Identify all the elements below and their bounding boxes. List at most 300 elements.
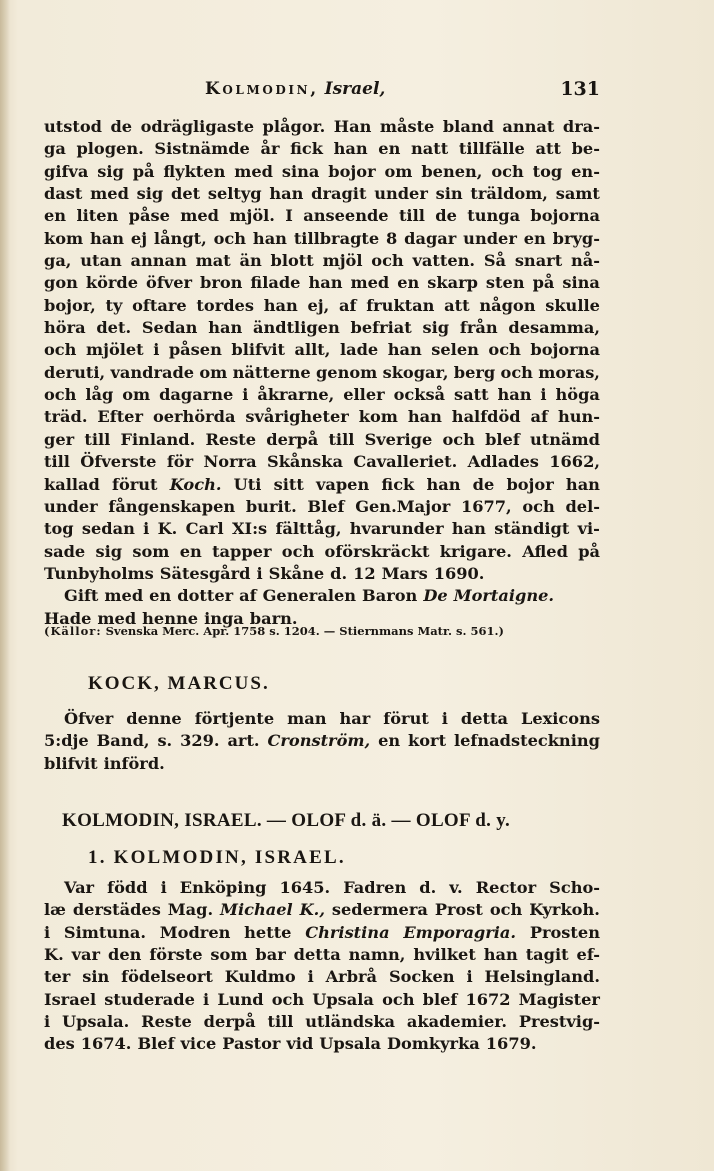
word: en — [378, 139, 401, 159]
text-line — [44, 384, 600, 406]
word: derpå — [203, 1012, 256, 1032]
word: under — [44, 496, 98, 516]
word: öfver — [146, 273, 193, 293]
word: 329. — [180, 731, 220, 751]
word: sade — [44, 541, 86, 561]
word: bojor, — [44, 295, 96, 315]
word: Han — [333, 117, 372, 136]
word: K. — [157, 519, 178, 539]
word: Reste — [205, 429, 257, 449]
text-line — [44, 899, 600, 921]
word: af — [339, 295, 357, 315]
word: i — [256, 563, 263, 583]
word: art. — [227, 731, 260, 751]
word: var — [71, 945, 101, 965]
text-line — [44, 989, 600, 1011]
word: bland — [442, 117, 494, 136]
word: Var — [64, 878, 95, 897]
word: oerhörda — [152, 407, 236, 427]
word: sedermera — [331, 900, 428, 920]
kolmodin-entry-text — [44, 877, 600, 1056]
word: af — [530, 407, 548, 427]
word: halfdöd — [451, 407, 521, 427]
text-line — [44, 877, 600, 899]
word: kallad — [44, 474, 100, 494]
word: af — [239, 586, 257, 606]
word: med — [104, 586, 144, 606]
word: K. — [44, 945, 64, 965]
spine-shadow — [0, 0, 10, 1171]
text-line — [44, 228, 600, 250]
word: utan — [80, 251, 122, 271]
text-line — [44, 317, 600, 339]
word: oförskräckt — [324, 541, 430, 561]
word: flykten — [163, 161, 226, 181]
text-line — [44, 406, 600, 428]
word: Gen.Major — [355, 496, 451, 516]
word: blifvit — [231, 340, 285, 360]
text-line — [44, 138, 600, 160]
word: odrägligaste — [140, 117, 255, 136]
word: med — [350, 273, 390, 293]
word: 1679. — [485, 1034, 537, 1054]
word: om — [122, 385, 151, 405]
text-line — [44, 250, 600, 272]
word: snart — [514, 251, 563, 271]
word: i — [441, 709, 448, 728]
word: namn, — [348, 945, 406, 965]
word: 1662, — [549, 452, 600, 472]
word: sig — [422, 318, 450, 338]
word: de — [472, 474, 495, 494]
sources-text: Svenska Merc. Apr. 1758 s. 1204. — Stiernmans Matr. s. 561.) — [105, 624, 504, 638]
word: bojor — [328, 161, 376, 181]
word: Fadren — [343, 878, 407, 897]
word: någon — [479, 295, 536, 315]
word: hette — [244, 922, 292, 942]
word: del- — [565, 496, 600, 516]
word: Blef — [137, 1034, 175, 1054]
text-line — [44, 1011, 600, 1033]
word: Så — [483, 251, 507, 271]
word: han — [451, 519, 486, 539]
word: genom — [315, 362, 378, 382]
word: ej, — [307, 295, 330, 315]
word: henne — [142, 608, 199, 628]
word: nätterne — [232, 362, 311, 382]
word: de — [110, 117, 133, 136]
word: som — [132, 541, 170, 561]
word: Finland. — [120, 429, 196, 449]
word: till — [44, 452, 70, 472]
word: dagar — [404, 228, 457, 248]
word: blifvit — [44, 753, 98, 773]
word: hvilket — [413, 945, 476, 965]
word: mjöl. — [229, 206, 275, 226]
word: Lexicons — [520, 709, 600, 728]
word: han — [387, 340, 422, 360]
word: tog — [44, 519, 74, 539]
word: 8 — [386, 228, 398, 248]
word: han — [90, 228, 125, 248]
word: det — [171, 184, 201, 204]
word: Christina — [305, 922, 390, 942]
word: och — [522, 496, 555, 516]
word: Mars — [381, 563, 428, 583]
word: dragit — [311, 184, 367, 204]
word: Afled — [522, 541, 568, 561]
word: denne — [126, 709, 182, 728]
word: krigare. — [439, 541, 512, 561]
word: vi- — [577, 519, 600, 539]
family-heading: KOLMODIN, ISRAEL. — OLOF d. ä. — OLOF d. y. — [62, 810, 511, 831]
word: Norra — [203, 452, 257, 472]
word: berg — [453, 362, 496, 382]
word: filade — [250, 273, 301, 293]
word: 1677, — [460, 496, 512, 516]
word: plågor. — [262, 117, 326, 136]
header-author: Kolmodin, — [205, 79, 319, 99]
word: 1672 — [465, 989, 511, 1009]
text-line — [44, 205, 600, 227]
text-line — [44, 541, 600, 563]
word: Domkyrka — [386, 1034, 480, 1054]
word: med — [234, 161, 273, 181]
word: vice — [180, 1034, 217, 1054]
word: det. — [96, 318, 132, 338]
word: med — [97, 608, 137, 628]
word: sig — [97, 161, 124, 181]
word: i — [466, 967, 473, 987]
word: den — [108, 945, 142, 965]
word: Helsingland. — [484, 967, 600, 987]
word: derpå — [266, 429, 319, 449]
text-line — [44, 451, 600, 473]
word: han — [565, 474, 600, 494]
word: svårigheter — [245, 407, 349, 427]
word: man — [287, 709, 327, 728]
word: dra- — [562, 117, 600, 136]
word: har — [339, 709, 371, 728]
text-line — [44, 563, 600, 585]
text-line — [44, 518, 600, 540]
text-line — [44, 708, 600, 730]
word: Skåne — [268, 563, 325, 583]
word: dast — [44, 184, 83, 204]
word: lade — [339, 340, 379, 360]
word: Hade — [44, 608, 92, 628]
word: selen — [431, 340, 479, 360]
word: långt, — [153, 228, 207, 248]
word: Tunbyholms — [44, 563, 154, 583]
word: ständigt — [494, 519, 570, 539]
word: blott — [270, 251, 314, 271]
word: Carl — [185, 519, 224, 539]
text-line — [44, 753, 600, 775]
word: på — [578, 541, 600, 561]
word: kort — [408, 731, 447, 751]
word: från — [459, 318, 498, 338]
word: född — [107, 878, 148, 897]
word: och — [491, 161, 524, 181]
word: akademier. — [406, 1012, 507, 1032]
word: Upsala — [319, 1034, 381, 1054]
word: Scho- — [549, 878, 600, 897]
word: Baron — [362, 586, 418, 606]
word: Rector — [475, 878, 537, 897]
word: Skånska — [267, 452, 343, 472]
word: och — [271, 989, 305, 1009]
word: Gift — [64, 586, 99, 606]
word: och — [44, 340, 77, 360]
word: Kuldmo — [224, 967, 296, 987]
word: vandrade — [110, 362, 195, 382]
word: annan — [130, 251, 187, 271]
word: och — [281, 541, 315, 561]
word: utstod — [44, 117, 102, 136]
word: han — [269, 184, 304, 204]
word: hun- — [557, 407, 600, 427]
word: ef- — [576, 945, 600, 965]
word: Lund — [217, 989, 264, 1009]
word: Generalen — [262, 586, 357, 606]
word: och — [500, 362, 533, 382]
word: på — [532, 273, 555, 293]
word: ger — [44, 429, 75, 449]
word: d. — [419, 878, 437, 897]
kolmodin-israel-heading: 1. KOLMODIN, ISRAEL. — [88, 847, 346, 868]
word: en — [179, 541, 202, 561]
word: Mag. — [167, 900, 214, 920]
word: vatten. — [412, 251, 476, 271]
word: som — [210, 945, 248, 965]
word: seltyg — [207, 184, 262, 204]
word: Pastor — [222, 1034, 281, 1054]
word: samt — [555, 184, 600, 204]
word: eller — [343, 385, 385, 405]
word: d. — [330, 563, 348, 583]
word: en — [149, 586, 172, 606]
word: låg — [85, 385, 114, 405]
word: Prestvig- — [518, 1012, 600, 1032]
word: Koch. — [169, 474, 222, 494]
kock-entry-text — [44, 708, 600, 775]
word: i — [143, 519, 150, 539]
word: 12 — [353, 563, 376, 583]
word: och — [213, 228, 247, 248]
word: mjöl — [322, 251, 363, 271]
word: des — [44, 1034, 75, 1054]
word: barn. — [249, 608, 298, 628]
word: Israel — [44, 989, 97, 1009]
word: dotter — [177, 586, 234, 606]
word: Kyrkoh. — [529, 900, 600, 920]
text-line — [44, 429, 600, 451]
word: och — [44, 385, 77, 405]
word: gifva — [44, 161, 89, 181]
word: införd. — [103, 753, 165, 773]
word: moras, — [538, 362, 600, 382]
word: natt — [411, 139, 449, 159]
word: derstädes — [72, 900, 161, 920]
word: i — [160, 878, 167, 897]
text-line — [44, 183, 600, 205]
word: och — [489, 900, 523, 920]
word: v. — [449, 878, 463, 897]
word: ej — [130, 228, 148, 248]
word: tordes — [196, 295, 254, 315]
text-line — [44, 1033, 600, 1055]
word: utländska — [305, 1012, 396, 1032]
word: han — [208, 318, 243, 338]
word: bojorna — [530, 340, 600, 360]
word: förut — [111, 474, 158, 494]
word: han — [308, 273, 343, 293]
word: Simtuna. — [63, 922, 147, 942]
word: sig — [95, 541, 123, 561]
word: höra — [44, 318, 86, 338]
kock-heading: KOCK, MARCUS. — [88, 673, 270, 694]
word: Band, — [96, 731, 150, 751]
word: han — [483, 945, 518, 965]
word: till — [84, 429, 111, 449]
word: han — [407, 407, 442, 427]
word: fångenskapen — [108, 496, 236, 516]
text-line — [44, 922, 600, 944]
word: fick — [290, 139, 323, 159]
word: Prosten — [529, 922, 600, 942]
word: Uti — [233, 474, 262, 494]
word: skarp — [427, 273, 478, 293]
text-line — [44, 161, 600, 183]
word: bojorna — [530, 206, 600, 226]
word: Upsala. — [62, 1012, 130, 1032]
word: Sverige — [364, 429, 433, 449]
word: med — [180, 206, 219, 226]
word: vapen — [315, 474, 370, 494]
word: i — [44, 1012, 51, 1032]
word: studerade — [104, 989, 195, 1009]
word: med — [90, 184, 129, 204]
word: kom — [44, 228, 84, 248]
word: desamma, — [508, 318, 600, 338]
word: liten — [76, 206, 119, 226]
word: K., — [299, 900, 325, 920]
word: i — [307, 967, 314, 987]
word: Adlades — [467, 452, 539, 472]
word: att — [444, 295, 470, 315]
word: han — [252, 228, 287, 248]
word: en — [378, 731, 401, 751]
word: ter — [44, 967, 71, 987]
word: i — [242, 385, 249, 405]
word: träldom, — [470, 184, 548, 204]
word: förste — [149, 945, 203, 965]
word: deruti, — [44, 362, 106, 382]
word: læ — [44, 900, 66, 920]
word: 1674. — [80, 1034, 132, 1054]
word: på — [132, 161, 155, 181]
word: sedan — [81, 519, 135, 539]
word: om — [384, 161, 413, 181]
word: och — [371, 251, 404, 271]
word: påse — [128, 206, 170, 226]
word: sin — [435, 184, 463, 204]
word: lefnadsteckning — [453, 731, 600, 751]
word: måste — [379, 117, 435, 136]
word: blef — [422, 989, 458, 1009]
word: en — [44, 206, 67, 226]
word: fälttåg, — [275, 519, 342, 539]
word: dagarne — [159, 385, 234, 405]
text-line — [44, 585, 600, 607]
word: de — [435, 206, 457, 226]
word: blef — [485, 429, 520, 449]
word: Emporagria. — [403, 922, 517, 942]
word: Efter — [97, 407, 143, 427]
word: och — [382, 989, 415, 1009]
word: Prost — [434, 900, 483, 920]
text-line — [44, 730, 600, 752]
word: sin — [82, 967, 110, 987]
word: han — [263, 295, 298, 315]
word: mjölet — [85, 340, 144, 360]
word: träd. — [44, 407, 88, 427]
word: bron — [200, 273, 243, 293]
word: befriat — [350, 318, 412, 338]
word: Enköping — [179, 878, 267, 897]
word: bojor — [506, 474, 554, 494]
word: Arbrå — [325, 967, 378, 987]
word: han — [497, 385, 532, 405]
word: tillfälle — [458, 139, 525, 159]
text-line — [44, 272, 600, 294]
word: en — [397, 273, 420, 293]
word: nå- — [570, 251, 600, 271]
word: hvarunder — [349, 519, 444, 539]
word: s. — [157, 731, 173, 751]
word: sina — [562, 273, 600, 293]
word: också — [393, 385, 446, 405]
word: Mortaigne. — [453, 586, 555, 606]
word: han — [426, 474, 461, 494]
word: till — [328, 429, 355, 449]
word: i — [203, 989, 210, 1009]
word: Upsala — [312, 989, 374, 1009]
word: Öfverste — [80, 452, 157, 472]
word: en- — [571, 161, 600, 181]
word: till — [398, 206, 425, 226]
text-line — [44, 116, 600, 138]
word: han — [333, 139, 368, 159]
word: Blef — [307, 496, 345, 516]
page-number: 131 — [560, 78, 600, 100]
word: Michael — [220, 900, 293, 920]
word: be- — [571, 139, 600, 159]
word: burit. — [245, 496, 297, 516]
text-line — [44, 362, 600, 384]
text-line — [44, 944, 600, 966]
word: Reste — [141, 1012, 192, 1032]
word: detta — [460, 709, 508, 728]
word: än — [239, 251, 262, 271]
word: annat — [502, 117, 555, 136]
word: 1645. — [279, 878, 331, 897]
word: 1690. — [433, 563, 485, 583]
word: Sedan — [141, 318, 198, 338]
word: födelseort — [121, 967, 213, 987]
word: ty — [105, 295, 123, 315]
